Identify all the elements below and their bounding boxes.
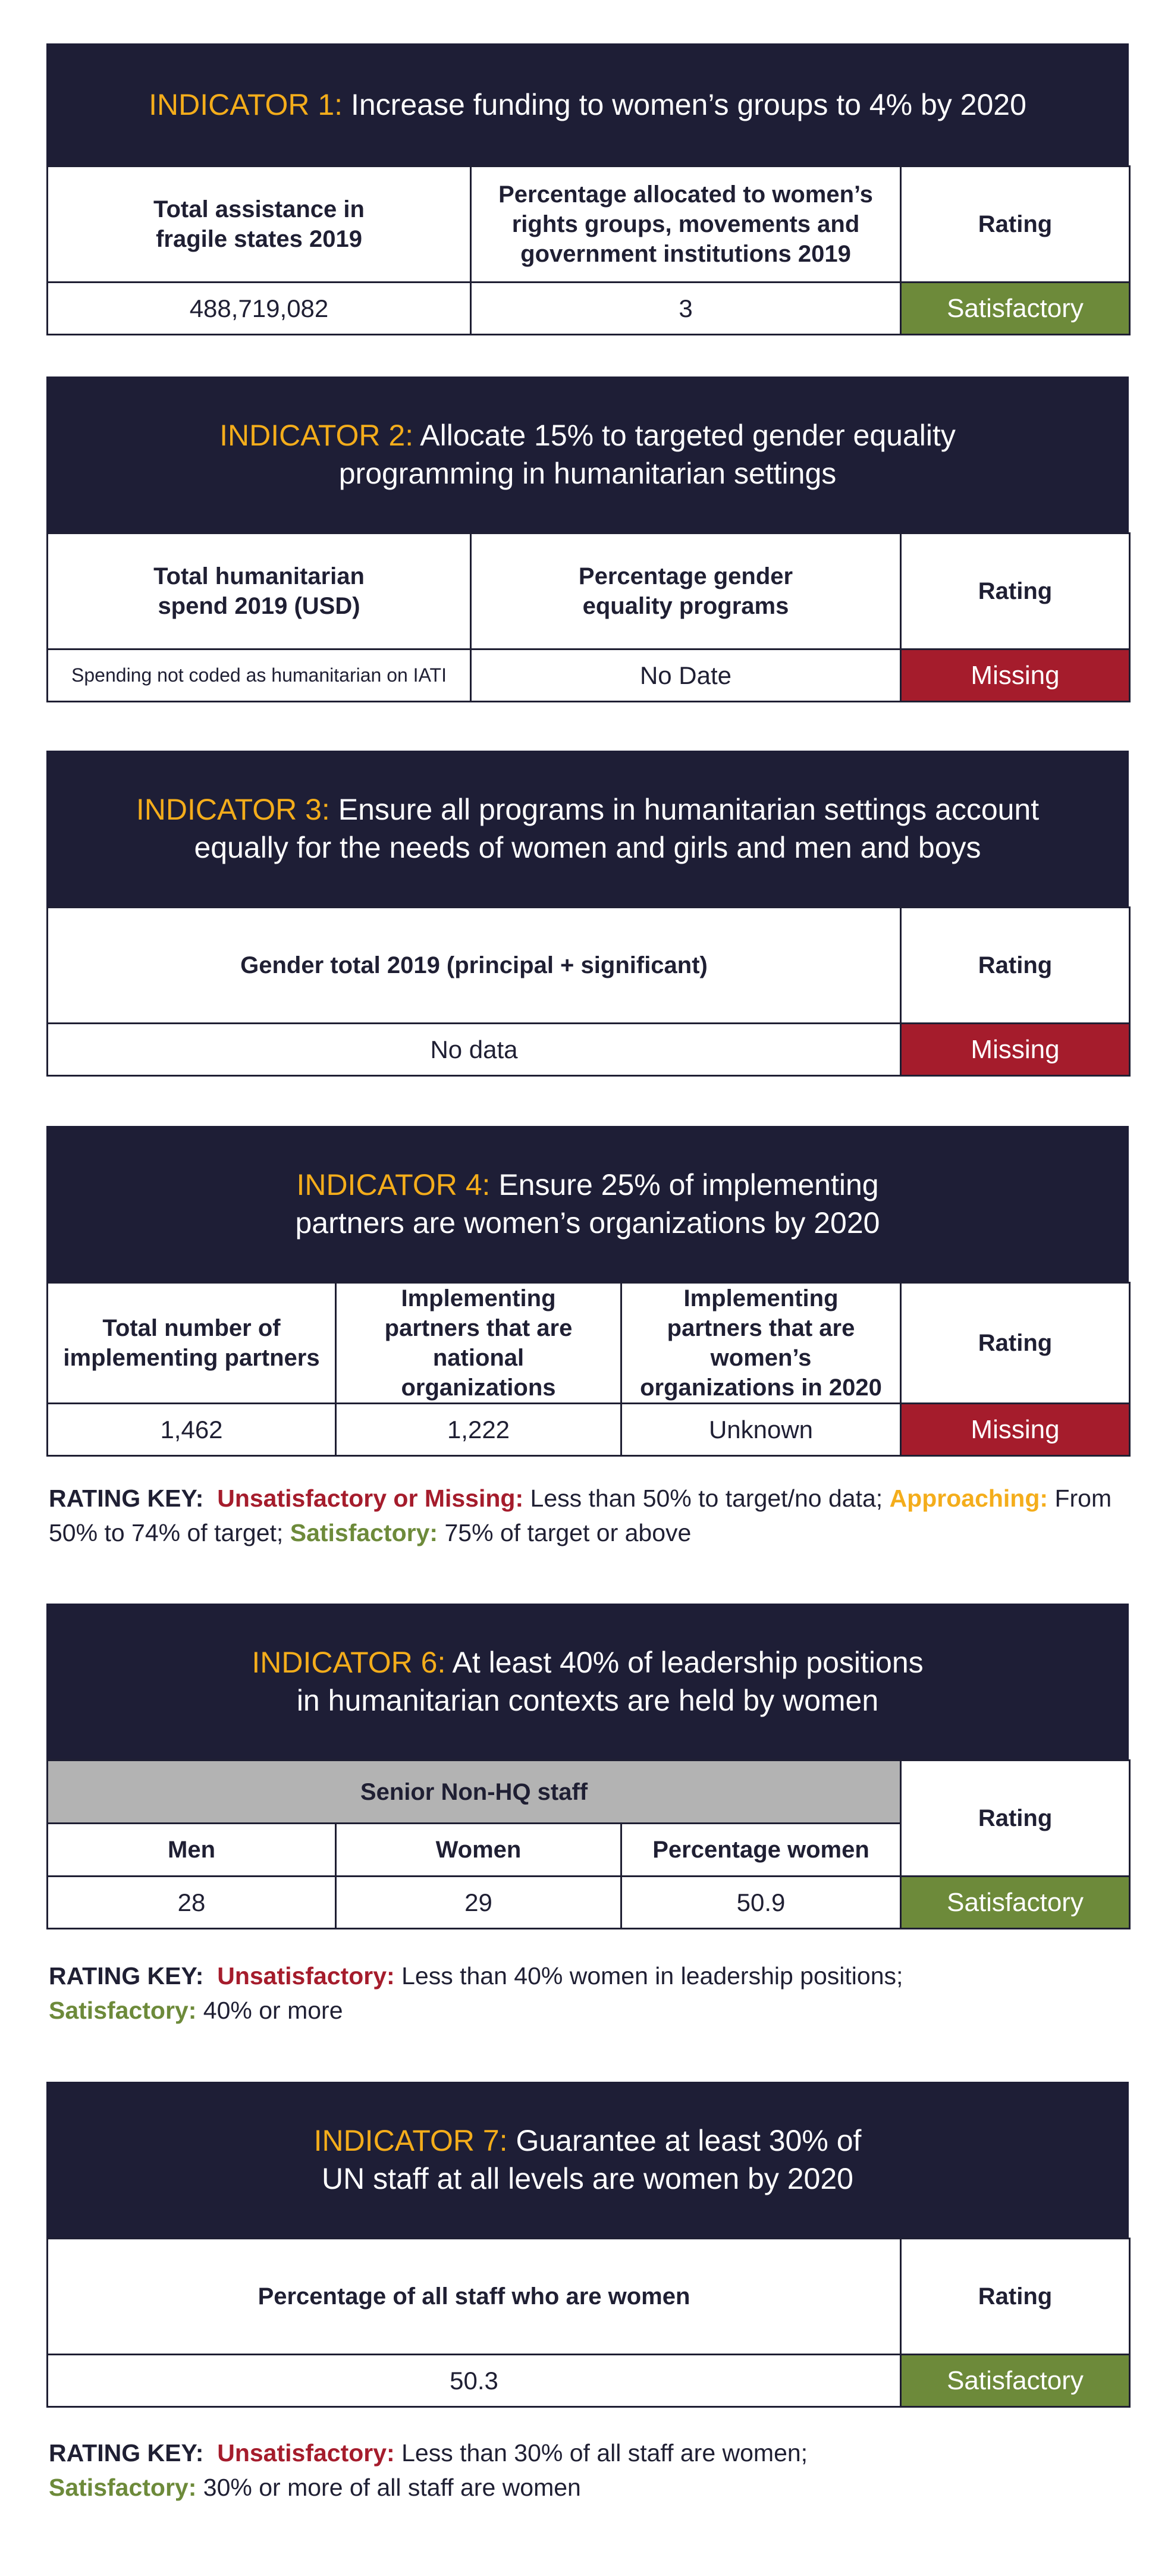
indicator-7-title-line-1 <box>314 2122 862 2160</box>
indicator-2-col-percentage-programs: Percentage gender equality programs <box>471 534 901 650</box>
indicator-3-title-line-2: equally for the needs of women and girls and men and boys <box>194 831 981 864</box>
rating-key-2-satisfactory-text: 40% or more <box>203 1997 343 2024</box>
indicator-2-title-line-1 <box>219 416 956 454</box>
indicator-3-label: INDICATOR 3: <box>136 793 330 826</box>
indicator-2-total-spend-value: Spending not coded as humanitarian on IATI <box>48 650 471 702</box>
rating-key-1-approaching-text: From 50% to 74% of target; <box>49 1485 1112 1546</box>
indicator-7-col-rating: Rating <box>901 2239 1130 2355</box>
indicator-1-percentage-value: 3 <box>471 283 901 335</box>
indicator-1-section <box>46 43 1129 335</box>
rating-key-1-unsatisfactory-text: Less than 50% to target/no data; <box>530 1485 883 1512</box>
indicator-3-gender-total-value: No data <box>48 1024 901 1076</box>
indicator-2-rating-badge: Missing <box>901 650 1130 702</box>
indicator-4-national-partners-value: 1,222 <box>336 1404 621 1456</box>
indicator-1-col-rating: Rating <box>901 167 1130 283</box>
indicator-3-title-1: Ensure all programs in humanitarian settings account <box>338 793 1040 826</box>
indicator-2-header <box>46 376 1129 532</box>
rating-key-1-approaching-label: Approaching: <box>889 1485 1048 1512</box>
indicator-6-percentage-value: 50.9 <box>621 1877 901 1929</box>
indicator-7-table <box>46 2238 1131 2408</box>
indicator-2-title-line-2: programming in humanitarian settings <box>338 457 837 490</box>
indicator-7-header <box>46 2082 1129 2238</box>
indicator-6-group-header: Senior Non-HQ staff <box>48 1761 901 1824</box>
rating-key-2-satisfactory-label: Satisfactory: <box>49 1997 197 2024</box>
indicator-6-col-rating: Rating <box>901 1761 1130 1877</box>
indicator-1-rating-badge: Satisfactory <box>901 283 1130 335</box>
indicator-6-section <box>46 1604 1129 1929</box>
indicator-6-title-line-1 <box>252 1643 923 1681</box>
indicator-6-rating-badge: Satisfactory <box>901 1877 1130 1929</box>
indicator-2-title-1: Allocate 15% to targeted gender equality <box>420 419 956 452</box>
indicator-2-table <box>46 532 1131 702</box>
indicator-7-percentage-value: 50.3 <box>48 2355 901 2407</box>
indicator-4-col-national-partners: Implementing partners that are national organizations <box>336 1283 621 1404</box>
indicator-1-header <box>46 43 1129 165</box>
indicator-4-col-total-partners: Total number of implementing partners <box>48 1283 336 1404</box>
rating-key-1-satisfactory-text: 75% of target or above <box>444 1519 692 1546</box>
rating-key-2-prefix: RATING KEY: <box>49 1962 204 1990</box>
indicator-3-col-gender-total: Gender total 2019 (principal + significant) <box>48 908 901 1024</box>
rating-key-1-prefix: RATING KEY: <box>49 1485 204 1512</box>
indicator-2-percentage-value: No Date <box>471 650 901 702</box>
indicator-6-title-1: At least 40% of leadership positions <box>452 1646 924 1679</box>
indicator-6-col-men: Men <box>48 1824 336 1877</box>
rating-key-3-prefix: RATING KEY: <box>49 2439 204 2467</box>
indicator-4-table <box>46 1282 1131 1457</box>
indicator-4-col-rating: Rating <box>901 1283 1130 1404</box>
indicator-3-rating-badge: Missing <box>901 1024 1130 1076</box>
indicator-1-col-total-assistance: Total assistance in fragile states 2019 <box>48 167 471 283</box>
indicator-1-title: Increase funding to women’s groups to 4% by 2020 <box>350 87 1026 121</box>
indicator-4-total-partners-value: 1,462 <box>48 1404 336 1456</box>
indicator-7-title-line-2: UN staff at all levels are women by 2020 <box>322 2162 853 2195</box>
indicator-4-title-1: Ensure 25% of implementing <box>498 1168 879 1201</box>
rating-key-3-satisfactory-text: 30% or more of all staff are women <box>203 2474 581 2501</box>
indicator-1-title-line <box>149 86 1026 124</box>
indicator-3-section <box>46 751 1129 1077</box>
indicator-4-womens-partners-value: Unknown <box>621 1404 901 1456</box>
indicator-4-col-womens-partners: Implementing partners that are women’s organizations in 2020 <box>621 1283 901 1404</box>
rating-key-2-unsatisfactory-text: Less than 40% women in leadership positions; <box>401 1962 903 1990</box>
indicator-1-total-assistance-value: 488,719,082 <box>48 283 471 335</box>
indicator-2-label: INDICATOR 2: <box>219 419 414 452</box>
indicator-4-title-line-1 <box>296 1166 878 1204</box>
indicator-3-header <box>46 751 1129 906</box>
indicator-4-label: INDICATOR 4: <box>296 1168 491 1201</box>
rating-key-2-unsatisfactory-label: Unsatisfactory: <box>217 1962 395 1990</box>
rating-key-1-unsatisfactory-label: Unsatisfactory or Missing: <box>217 1485 524 1512</box>
indicator-2-section <box>46 376 1129 702</box>
indicator-2-col-total-spend: Total humanitarian spend 2019 (USD) <box>48 534 471 650</box>
rating-key-3-unsatisfactory-text: Less than 30% of all staff are women; <box>401 2439 808 2467</box>
indicator-6-label: INDICATOR 6: <box>252 1646 446 1679</box>
rating-key-3 <box>49 2436 1119 2505</box>
indicator-3-title-line-1 <box>136 790 1039 829</box>
indicator-7-title-1: Guarantee at least 30% of <box>516 2124 862 2157</box>
rating-key-3-unsatisfactory-label: Unsatisfactory: <box>217 2439 395 2467</box>
indicator-3-col-rating: Rating <box>901 908 1130 1024</box>
indicator-7-label: INDICATOR 7: <box>313 2124 508 2157</box>
indicator-7-col-percentage-women-staff: Percentage of all staff who are women <box>48 2239 901 2355</box>
rating-key-1-satisfactory-label: Satisfactory: <box>290 1519 438 1546</box>
indicator-3-table <box>46 906 1131 1077</box>
indicator-4-title-line-2: partners are women’s organizations by 2020 <box>295 1206 880 1240</box>
rating-key-3-satisfactory-label: Satisfactory: <box>49 2474 197 2501</box>
indicator-4-rating-badge: Missing <box>901 1404 1130 1456</box>
indicator-1-table <box>46 165 1131 335</box>
indicator-6-table <box>46 1759 1131 1929</box>
rating-key-2 <box>49 1959 1119 2028</box>
indicator-1-label: INDICATOR 1: <box>149 87 343 121</box>
indicator-1-col-percentage-allocated: Percentage allocated to women’s rights groups, movements and government institutions 2019 <box>471 167 901 283</box>
indicator-6-title-line-2: in humanitarian contexts are held by women <box>296 1684 879 1717</box>
indicator-6-men-value: 28 <box>48 1877 336 1929</box>
indicator-7-rating-badge: Satisfactory <box>901 2355 1130 2407</box>
indicator-7-section <box>46 2082 1129 2408</box>
indicator-6-col-women: Women <box>336 1824 621 1877</box>
indicator-4-section <box>46 1126 1129 1457</box>
indicator-6-header <box>46 1604 1129 1759</box>
rating-key-1 <box>49 1481 1119 1550</box>
indicator-6-women-value: 29 <box>336 1877 621 1929</box>
indicator-6-col-percentage-women: Percentage women <box>621 1824 901 1877</box>
indicator-4-header <box>46 1126 1129 1282</box>
indicator-2-col-rating: Rating <box>901 534 1130 650</box>
